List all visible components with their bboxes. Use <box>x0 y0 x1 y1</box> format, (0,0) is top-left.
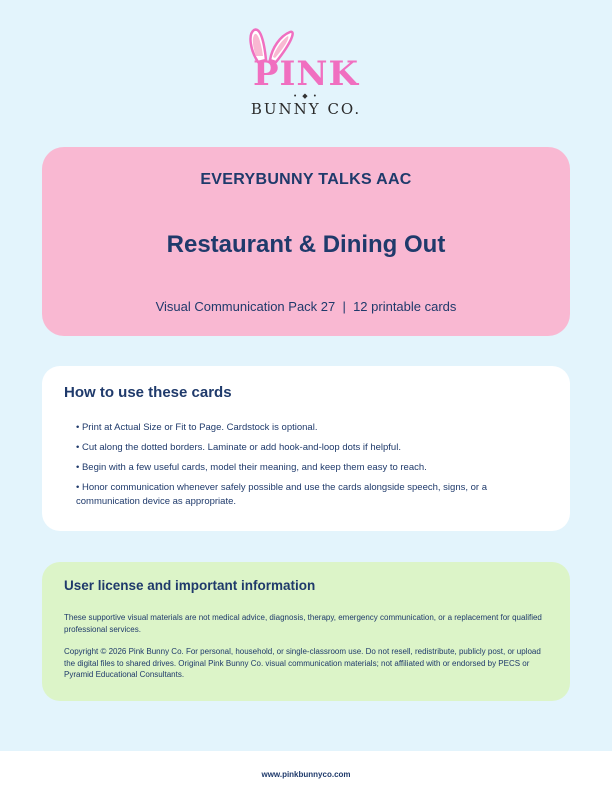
hero-banner <box>42 147 570 336</box>
footer <box>0 751 612 792</box>
how-to-section <box>42 366 570 531</box>
how-to-heading: How to use these cards <box>64 384 232 401</box>
license-section <box>42 562 570 701</box>
logo-wordmark-pink: PINK <box>252 54 360 94</box>
list-item: • Print at Actual Size or Fit to Page. Cardstock is optional. <box>76 421 546 435</box>
series-label: EVERYBUNNY TALKS AAC <box>200 171 412 188</box>
list-item: • Honor communication whenever safely possible and use the cards alongside speech, signs, or a communication device as appropriate. <box>76 481 546 509</box>
pack-subtitle: Visual Communication Pack 27 | 12 printable cards <box>155 299 457 314</box>
footer-url[interactable]: www.pinkbunnyco.com <box>261 770 351 779</box>
page-title: Restaurant & Dining Out <box>166 231 446 258</box>
license-heading: User license and important information <box>64 578 316 593</box>
brand-logo <box>236 26 376 118</box>
how-to-list <box>76 421 546 515</box>
copyright-paragraph: Copyright © 2026 Pink Bunny Co. For personal, household, or single-classroom use. Do not resell, redistribute, publicly post, or upload the digital files to shared drives. Original Pink Bunny Co. visual communication materials; not affiliated with or endorsed by PECS or Pyramid Educational Consultants. <box>64 647 541 679</box>
list-item: • Begin with a few useful cards, model their meaning, and keep them easy to reach. <box>76 461 546 475</box>
list-item: • Cut along the dotted borders. Laminate or add hook-and-loop dots if helpful. <box>76 441 546 455</box>
disclaimer-paragraph: These supportive visual materials are not medical advice, diagnosis, therapy, emergency communication, or a replacement for qualified professional services. <box>64 613 542 634</box>
logo-wordmark-bunny: BUNNY CO. <box>250 100 362 118</box>
logo-divider: • ◆ • <box>293 93 319 100</box>
